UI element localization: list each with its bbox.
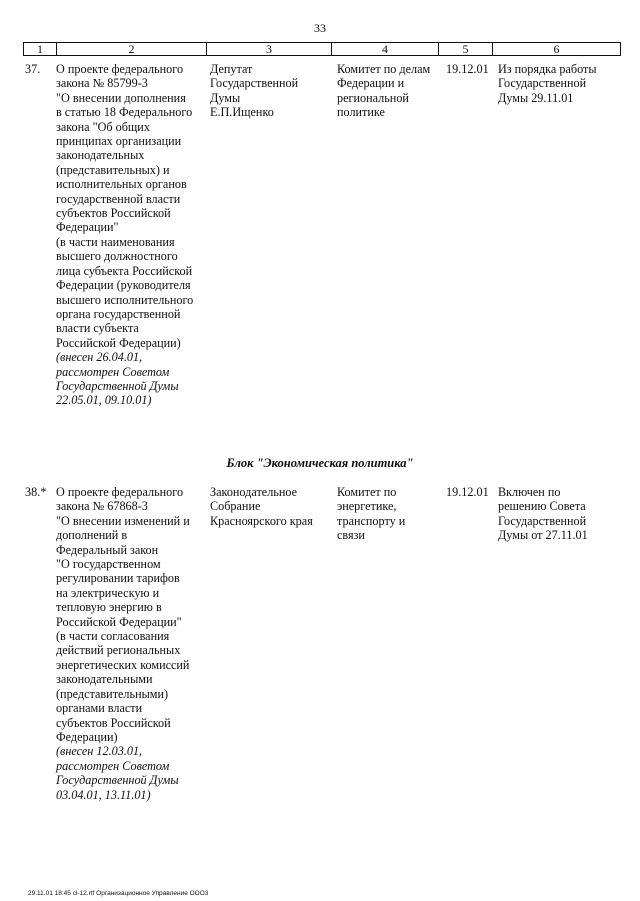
bill-title bbox=[56, 62, 193, 408]
text-line: (внесен 12.03.01, bbox=[56, 744, 143, 759]
text-line: высшего должностного bbox=[56, 249, 178, 264]
text-line: закона № 85799-3 bbox=[56, 76, 148, 91]
text-line: законодательными bbox=[56, 672, 153, 687]
text-line: субъектов Российской bbox=[56, 206, 171, 221]
text-line: власти субъекта bbox=[56, 321, 139, 336]
text-line: Думы от 27.11.01 bbox=[498, 528, 588, 543]
date: 19.12.01 bbox=[446, 62, 489, 76]
text-line: Федерации и bbox=[337, 76, 405, 91]
text-line: органами власти bbox=[56, 701, 143, 716]
text-line: Депутат bbox=[210, 62, 253, 76]
text-line: Российской Федерации" bbox=[56, 614, 182, 629]
text-line: решению Совета bbox=[498, 499, 586, 514]
text-line: исполнительных органов bbox=[56, 177, 187, 192]
text-line: Федеральный закон bbox=[56, 542, 159, 557]
basis bbox=[498, 485, 588, 543]
column-number-1: 1 bbox=[37, 42, 43, 56]
text-line: закона "Об общих bbox=[56, 119, 150, 134]
text-line: Комитет по bbox=[337, 485, 397, 499]
bill-title bbox=[56, 485, 190, 802]
text-line: органа государственной bbox=[56, 306, 181, 321]
text-line: тепловую энергию в bbox=[56, 600, 162, 615]
text-line: Красноярского края bbox=[210, 513, 313, 528]
column-number-3: 3 bbox=[206, 43, 331, 55]
text-line: в статью 18 Федерального bbox=[56, 105, 193, 120]
text-line: рассмотрен Советом bbox=[56, 758, 170, 773]
committee bbox=[337, 485, 405, 543]
text-line: Государственной bbox=[498, 76, 587, 91]
initiator bbox=[210, 62, 298, 120]
column-number-6: 6 bbox=[492, 43, 620, 55]
text-line: связи bbox=[337, 528, 365, 543]
text-line: Федерации) bbox=[56, 729, 118, 744]
text-line: региональной bbox=[337, 90, 409, 105]
text-line: Законодательное bbox=[210, 485, 298, 499]
text-line: законодательных bbox=[56, 148, 145, 163]
text-line: Государственной Думы bbox=[56, 773, 179, 788]
text-line: Думы 29.11.01 bbox=[498, 90, 574, 105]
text-line: дополнений в bbox=[56, 528, 128, 543]
text-line: (в части согласования bbox=[56, 629, 170, 644]
column-number-2: 2 bbox=[56, 43, 206, 55]
text-line: рассмотрен Советом bbox=[56, 364, 170, 379]
text-line: О проекте федерального bbox=[56, 62, 184, 76]
text-line: Комитет по делам bbox=[337, 62, 431, 76]
table-column-header bbox=[23, 42, 621, 56]
column-number-5: 5 bbox=[438, 43, 492, 55]
text-line: (представительных) и bbox=[56, 162, 170, 177]
column-number-4: 4 bbox=[331, 43, 438, 55]
text-line: Собрание bbox=[210, 499, 261, 514]
text-line: субъектов Российской bbox=[56, 715, 171, 730]
text-line: Российской Федерации) bbox=[56, 335, 181, 350]
text-line: (в части наименования bbox=[56, 234, 175, 249]
committee bbox=[337, 62, 430, 120]
text-line: Е.П.Ищенко bbox=[210, 105, 274, 120]
initiator bbox=[210, 485, 313, 528]
text-line: лица субъекта Российской bbox=[56, 263, 193, 278]
text-line: Думы bbox=[210, 90, 241, 105]
text-line: Включен по bbox=[498, 485, 561, 499]
text-line: принципах организации bbox=[56, 134, 182, 149]
text-line: (внесен 26.04.01, bbox=[56, 350, 143, 365]
text-line: регулировании тарифов bbox=[56, 571, 180, 586]
text-line: Из порядка работы bbox=[498, 62, 597, 76]
text-line: Государственной bbox=[210, 76, 299, 91]
text-line: государственной власти bbox=[56, 191, 181, 206]
text-line: энергетических комиссий bbox=[56, 657, 190, 672]
footer-stamp: 29.11.01 18:45 cl-12.rtf Организационное Управление ООО3 bbox=[28, 890, 209, 897]
text-line: 03.04.01, 13.11.01) bbox=[56, 787, 151, 802]
text-line: (представительными) bbox=[56, 686, 169, 701]
text-line: высшего исполнительного bbox=[56, 292, 194, 307]
text-line: Государственной Думы bbox=[56, 378, 179, 393]
text-line: энергетике, bbox=[337, 499, 397, 514]
text-line: транспорту и bbox=[337, 513, 406, 528]
text-line: "О внесении изменений и bbox=[56, 513, 190, 528]
section-heading: Блок "Экономическая политика" bbox=[226, 456, 414, 470]
page-number: 33 bbox=[314, 21, 326, 35]
entry-number: 37. bbox=[25, 62, 41, 76]
text-line: политике bbox=[337, 105, 385, 120]
text-line: закона № 67868-3 bbox=[56, 499, 148, 514]
text-line: действий региональных bbox=[56, 643, 181, 658]
basis bbox=[498, 62, 597, 105]
date: 19.12.01 bbox=[446, 485, 489, 499]
text-line: Федерации (руководителя bbox=[56, 278, 191, 293]
text-line: О проекте федерального bbox=[56, 485, 184, 499]
text-line: 22.05.01, 09.10.01) bbox=[56, 393, 152, 408]
text-line: "О внесении дополнения bbox=[56, 90, 186, 105]
text-line: Федерации" bbox=[56, 220, 119, 235]
entry-number: 38.* bbox=[25, 485, 47, 499]
text-line: на электрическую и bbox=[56, 585, 160, 600]
text-line: "О государственном bbox=[56, 557, 161, 572]
text-line: Государственной bbox=[498, 513, 587, 528]
